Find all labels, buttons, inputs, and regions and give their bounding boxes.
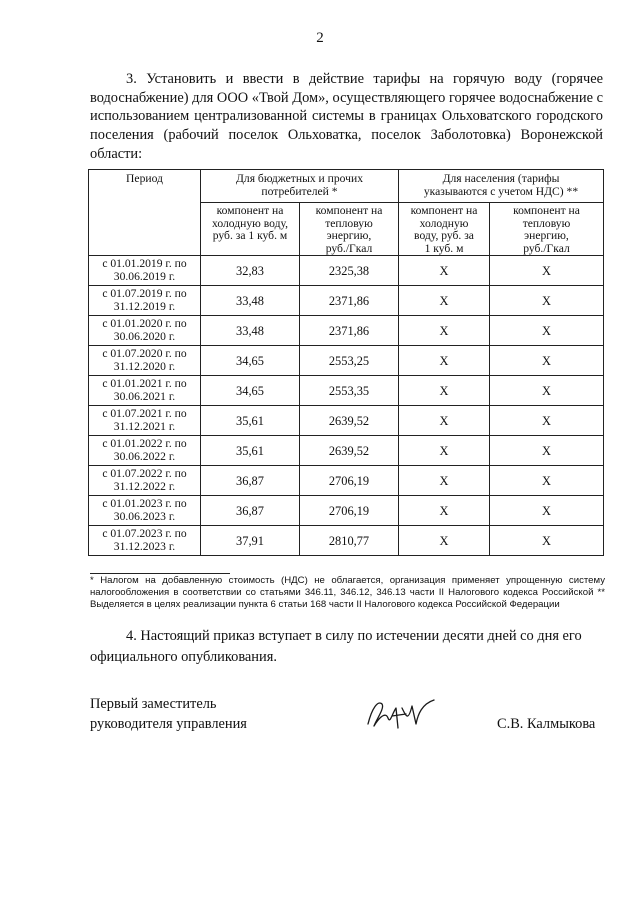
population-heat-energy-cell: X bbox=[490, 316, 604, 346]
signatory-name: С.В. Калмыкова bbox=[497, 716, 596, 732]
population-heat-energy-cell: X bbox=[490, 496, 604, 526]
period-cell: с 01.07.2023 г. по 31.12.2023 г. bbox=[89, 526, 201, 556]
population-heat-energy-cell: X bbox=[490, 256, 604, 286]
period-cell: с 01.07.2020 г. по 31.12.2020 г. bbox=[89, 346, 201, 376]
population-cold-water-cell: X bbox=[399, 526, 490, 556]
budget-heat-energy-cell: 2706,19 bbox=[300, 496, 399, 526]
population-heat-energy-cell: X bbox=[490, 526, 604, 556]
population-heat-energy-cell: X bbox=[490, 376, 604, 406]
budget-heat-energy-cell: 2639,52 bbox=[300, 436, 399, 466]
period-cell: с 01.01.2021 г. по 30.06.2021 г. bbox=[89, 376, 201, 406]
paragraph-4-line: официального опубликования. bbox=[90, 649, 277, 665]
population-heat-energy-cell: X bbox=[490, 436, 604, 466]
table-row bbox=[89, 376, 604, 406]
header-population-cold-water: компонент на холодную воду, руб. за 1 куб. м bbox=[399, 203, 490, 256]
footnote: * Налогом на добавленную стоимость (НДС) не облагается, организация применяет упрощенную систему налогообложения в соответствии со статьями 346.11, 346.12, 346.13 части II Налогового кодекса Российской ** Выделяется в целях реализации пункта 6 статьи 168 части II Налогового кодекса Российской Федерации bbox=[90, 575, 605, 610]
population-cold-water-cell: X bbox=[399, 286, 490, 316]
budget-heat-energy-cell: 2553,25 bbox=[300, 346, 399, 376]
budget-cold-water-cell: 35,61 bbox=[201, 406, 300, 436]
population-cold-water-cell: X bbox=[399, 406, 490, 436]
table-row bbox=[89, 346, 604, 376]
population-cold-water-cell: X bbox=[399, 436, 490, 466]
paragraph-3-line: 3. Установить и ввести в действие тарифы на горячую воду (горячее bbox=[126, 71, 603, 87]
period-cell: с 01.07.2021 г. по 31.12.2021 г. bbox=[89, 406, 201, 436]
header-population-group: Для населения (тарифы указываются с учетом НДС) ** bbox=[399, 170, 604, 203]
budget-heat-energy-cell: 2553,35 bbox=[300, 376, 399, 406]
header-population-heat-energy: компонент на тепловую энергию, руб./Гкал bbox=[490, 203, 604, 256]
population-heat-energy-cell: X bbox=[490, 466, 604, 496]
period-cell: с 01.07.2019 г. по 31.12.2019 г. bbox=[89, 286, 201, 316]
period-cell: с 01.01.2019 г. по 30.06.2019 г. bbox=[89, 256, 201, 286]
paragraph-3-line: Ольховатского городского поселения (рабочий поселок Ольховатка, поселок bbox=[90, 108, 603, 144]
table-row bbox=[89, 466, 604, 496]
table-row bbox=[89, 526, 604, 556]
budget-cold-water-cell: 36,87 bbox=[201, 466, 300, 496]
paragraph-3 bbox=[90, 70, 603, 164]
budget-cold-water-cell: 34,65 bbox=[201, 376, 300, 406]
header-budget-group: Для бюджетных и прочих потребителей * bbox=[201, 170, 399, 203]
table-row bbox=[89, 436, 604, 466]
period-cell: с 01.01.2022 г. по 30.06.2022 г. bbox=[89, 436, 201, 466]
budget-cold-water-cell: 32,83 bbox=[201, 256, 300, 286]
period-cell: с 01.01.2023 г. по 30.06.2023 г. bbox=[89, 496, 201, 526]
budget-cold-water-cell: 35,61 bbox=[201, 436, 300, 466]
tariff-table bbox=[88, 169, 604, 556]
paragraph-3-line: водоснабжение с использованием централизованной системы в границах bbox=[90, 89, 603, 125]
header-budget-cold-water: компонент на холодную воду, руб. за 1 куб. м bbox=[201, 203, 300, 256]
page-number: 2 bbox=[316, 30, 324, 46]
population-cold-water-cell: X bbox=[399, 346, 490, 376]
budget-cold-water-cell: 33,48 bbox=[201, 316, 300, 346]
budget-heat-energy-cell: 2706,19 bbox=[300, 466, 399, 496]
budget-heat-energy-cell: 2371,86 bbox=[300, 316, 399, 346]
budget-cold-water-cell: 34,65 bbox=[201, 346, 300, 376]
table-row bbox=[89, 316, 604, 346]
budget-cold-water-cell: 36,87 bbox=[201, 496, 300, 526]
paragraph-3-line: Заболотовка) Воронежской области: bbox=[90, 127, 603, 162]
population-cold-water-cell: X bbox=[399, 316, 490, 346]
paragraph-4-line: 4. Настоящий приказ вступает в силу по истечении десяти дней со дня его bbox=[126, 628, 582, 644]
population-cold-water-cell: X bbox=[399, 256, 490, 286]
header-budget-heat-energy: компонент на тепловую энергию, руб./Гкал bbox=[300, 203, 399, 256]
population-cold-water-cell: X bbox=[399, 466, 490, 496]
header-period: Период bbox=[89, 170, 201, 256]
budget-heat-energy-cell: 2639,52 bbox=[300, 406, 399, 436]
signatory-title: Первый заместитель руководителя управления bbox=[90, 696, 247, 732]
table-row bbox=[89, 286, 604, 316]
population-heat-energy-cell: X bbox=[490, 346, 604, 376]
budget-cold-water-cell: 33,48 bbox=[201, 286, 300, 316]
period-cell: с 01.01.2020 г. по 30.06.2020 г. bbox=[89, 316, 201, 346]
paragraph-4 bbox=[90, 626, 605, 668]
handwritten-signature bbox=[362, 694, 442, 734]
population-heat-energy-cell: X bbox=[490, 286, 604, 316]
population-cold-water-cell: X bbox=[399, 496, 490, 526]
population-heat-energy-cell: X bbox=[490, 406, 604, 436]
paragraph-3-line: водоснабжение) для ООО «Твой Дом», осуществляющего горячее bbox=[90, 89, 496, 106]
budget-heat-energy-cell: 2371,86 bbox=[300, 286, 399, 316]
table-row bbox=[89, 496, 604, 526]
table-row bbox=[89, 406, 604, 436]
budget-heat-energy-cell: 2810,77 bbox=[300, 526, 399, 556]
period-cell: с 01.07.2022 г. по 31.12.2022 г. bbox=[89, 466, 201, 496]
footnote-divider bbox=[90, 573, 230, 574]
table-row bbox=[89, 256, 604, 286]
budget-cold-water-cell: 37,91 bbox=[201, 526, 300, 556]
population-cold-water-cell: X bbox=[399, 376, 490, 406]
budget-heat-energy-cell: 2325,38 bbox=[300, 256, 399, 286]
